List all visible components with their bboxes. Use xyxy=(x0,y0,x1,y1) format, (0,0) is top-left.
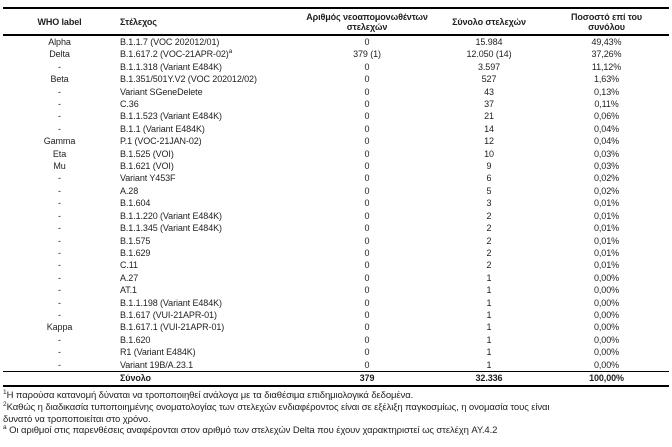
table-row xyxy=(3,110,669,122)
strain-cell xyxy=(116,73,300,85)
footnote-line xyxy=(3,425,669,437)
new-isolates-cell: 0 xyxy=(364,322,370,333)
col-header-total-strains xyxy=(434,8,544,35)
total-strains-cell: 37 xyxy=(484,99,494,110)
new-isolates-cell: 0 xyxy=(364,272,370,283)
strain-name: R1 (Variant E484K) xyxy=(120,347,196,358)
strain-name: B.1.604 xyxy=(120,198,151,209)
table-row xyxy=(3,73,669,85)
col-header-total-strains-text: Σύνολο στελεχών xyxy=(452,16,526,27)
who-label-cell: - xyxy=(58,247,61,258)
percentage-cell: 0,04% xyxy=(593,136,620,147)
table-row xyxy=(3,98,669,110)
percentage-cell: 11,12% xyxy=(591,61,622,72)
total-row xyxy=(3,371,669,386)
percentage-cell: 1,63% xyxy=(593,74,620,85)
total-strains-cell: 15.984 xyxy=(475,37,503,47)
new-isolates-cell: 0 xyxy=(364,111,370,122)
total-strains-cell: 3 xyxy=(486,198,492,209)
strain-cell xyxy=(116,98,300,110)
strain-name: Variant SGeneDelete xyxy=(120,86,203,97)
who-label-cell: - xyxy=(58,198,61,209)
total-strains-cell: 2 xyxy=(486,247,492,258)
total-strains-cell: 1 xyxy=(486,334,492,345)
table-row xyxy=(3,160,669,172)
new-isolates-cell: 0 xyxy=(364,161,370,172)
total-strains-cell: 1 xyxy=(486,359,492,370)
total-empty-cell xyxy=(3,371,116,386)
percentage-cell: 0,02% xyxy=(593,185,620,196)
total-strains-cell: 527 xyxy=(481,74,497,85)
strain-cell xyxy=(116,247,300,259)
strain-name: B.1.621 (VOI) xyxy=(120,161,174,172)
table-row xyxy=(3,284,669,296)
who-label-cell: Alpha xyxy=(48,37,71,47)
col-header-new-isolates xyxy=(300,8,434,35)
col-header-percentage-text: Ποσοστό επί του συνόλου xyxy=(571,11,642,32)
strain-name: Variant Y453F xyxy=(120,173,176,184)
strain-name: A.27 xyxy=(120,272,139,283)
who-label-cell: Gamma xyxy=(43,136,76,147)
who-label-cell: - xyxy=(58,260,61,271)
percentage-cell: 0,00% xyxy=(593,334,620,345)
new-isolates-cell: 0 xyxy=(364,173,370,184)
col-header-strain-text: Στέλεχος xyxy=(120,16,157,27)
percentage-cell: 0,04% xyxy=(593,123,620,134)
footnote-marker: a xyxy=(3,424,7,432)
strain-cell xyxy=(116,210,300,222)
strain-cell xyxy=(116,297,300,309)
who-label-cell: - xyxy=(58,235,61,246)
who-label-cell: - xyxy=(58,272,61,283)
report-page xyxy=(0,7,672,447)
strain-name: B.1.1.345 (Variant E484K) xyxy=(120,223,222,234)
who-label-cell: - xyxy=(58,61,61,72)
footnote-marker: a xyxy=(228,48,233,56)
new-isolates-cell: 0 xyxy=(364,309,370,320)
who-label-cell: - xyxy=(58,111,61,122)
strain-cell xyxy=(116,222,300,234)
table-row xyxy=(3,148,669,160)
table-row xyxy=(3,272,669,284)
col-header-who-label xyxy=(3,8,116,35)
who-label-cell: - xyxy=(58,185,61,196)
strain-cell xyxy=(116,160,300,172)
who-label-cell: Delta xyxy=(49,49,70,60)
total-strains-cell: 12 xyxy=(484,136,494,147)
strain-cell xyxy=(116,197,300,209)
who-label-cell: - xyxy=(58,173,61,184)
table-body xyxy=(3,35,669,371)
total-strains-cell: 1 xyxy=(486,347,492,358)
who-label-cell: - xyxy=(58,99,61,110)
strain-cell xyxy=(116,235,300,247)
total-strains-cell: 2 xyxy=(486,223,492,234)
percentage-cell: 0,06% xyxy=(593,111,620,122)
strain-cell xyxy=(116,359,300,372)
col-header-strain xyxy=(116,8,300,35)
total-strains-cell: 1 xyxy=(486,272,492,283)
table-row xyxy=(3,197,669,209)
strain-cell xyxy=(116,110,300,122)
who-label-cell: Mu xyxy=(53,161,66,172)
new-isolates-cell: 0 xyxy=(364,359,370,370)
table-row xyxy=(3,135,669,147)
total-new-isolates: 379 xyxy=(359,372,375,383)
strain-name: B.1.617.2 (VOC-21APR-02) xyxy=(120,49,229,60)
total-percentage: 100,00% xyxy=(589,372,624,383)
new-isolates-cell: 0 xyxy=(364,99,370,110)
who-label-cell: - xyxy=(58,285,61,296)
table-row xyxy=(3,35,669,48)
percentage-cell: 0,00% xyxy=(593,359,620,370)
who-label-cell: - xyxy=(58,347,61,358)
table-row xyxy=(3,309,669,321)
footnote-text: δυνατό να τροποποιείται στο χρόνο. xyxy=(3,413,151,425)
strain-name: B.1.1.198 (Variant E484K) xyxy=(120,297,222,308)
total-strains-cell: 2 xyxy=(486,260,492,271)
strain-name: B.1.629 xyxy=(120,247,151,258)
who-label-cell: - xyxy=(58,210,61,221)
percentage-cell: 49,43% xyxy=(591,37,622,47)
table-row xyxy=(3,48,669,60)
strain-name: Variant 19B/A.23.1 xyxy=(120,359,194,370)
percentage-cell: 0,01% xyxy=(593,198,620,209)
total-strains: 32.336 xyxy=(475,372,503,383)
who-label-cell: - xyxy=(58,297,61,308)
strain-cell xyxy=(116,346,300,358)
percentage-cell: 0,01% xyxy=(593,223,620,234)
table-row xyxy=(3,346,669,358)
strain-cell xyxy=(116,309,300,321)
strain-cell xyxy=(116,48,300,60)
table-row xyxy=(3,61,669,73)
strain-cell xyxy=(116,321,300,333)
percentage-cell: 0,02% xyxy=(593,173,620,184)
total-strains-cell: 1 xyxy=(486,297,492,308)
strain-name: B.1.620 xyxy=(120,334,151,345)
new-isolates-cell: 0 xyxy=(364,74,370,85)
percentage-cell: 0,01% xyxy=(593,210,620,221)
table-row xyxy=(3,334,669,346)
col-header-who-label-text: WHO label xyxy=(37,16,82,27)
who-label-cell: - xyxy=(58,334,61,345)
total-strains-cell: 6 xyxy=(486,173,492,184)
footnote-text: Η παρούσα κατανομή δύναται να τροποποιηθεί ανάλογα με τα διαθέσιμα επιδημιολογικά δεδομένα. xyxy=(6,390,414,402)
footnote-line xyxy=(3,390,669,402)
total-strains-cell: 9 xyxy=(486,161,492,172)
strain-cell xyxy=(116,61,300,73)
strain-cell xyxy=(116,185,300,197)
strain-name: B.1.1.523 (Variant E484K) xyxy=(120,111,222,122)
who-label-cell: Kappa xyxy=(46,322,73,333)
percentage-cell: 0,01% xyxy=(593,247,620,258)
total-strains-cell: 2 xyxy=(486,235,492,246)
footnote-marker: 2 xyxy=(3,400,7,408)
footnote-line xyxy=(3,414,669,426)
strain-cell xyxy=(116,284,300,296)
new-isolates-cell: 0 xyxy=(364,297,370,308)
strain-name: P.1 (VOC-21JAN-02) xyxy=(120,136,202,147)
total-label: Σύνολο xyxy=(120,372,151,383)
total-strains-cell: 3.597 xyxy=(477,61,501,72)
strain-name: C.11 xyxy=(120,260,138,271)
header-row xyxy=(3,8,669,35)
new-isolates-cell: 0 xyxy=(364,223,370,234)
strain-cell xyxy=(116,123,300,135)
strain-name: AT.1 xyxy=(120,285,137,296)
footnote-text: Οι αριθμοί στις παρενθέσεις αναφέρονται στον αριθμό των στελεχών Delta που έχουν χαρακτηριστεί ως στελέχη AY.4.2 xyxy=(6,425,498,437)
percentage-cell: 0,00% xyxy=(593,322,620,333)
new-isolates-cell: 0 xyxy=(364,210,370,221)
percentage-cell: 0,03% xyxy=(593,161,620,172)
strain-name: B.1.1.318 (Variant E484K) xyxy=(120,61,222,72)
table-row xyxy=(3,222,669,234)
strain-name: C.36 xyxy=(120,99,139,110)
total-strains-cell: 21 xyxy=(484,111,494,122)
new-isolates-cell: 0 xyxy=(364,86,370,97)
table-row xyxy=(3,247,669,259)
strain-cell xyxy=(116,172,300,184)
table-row xyxy=(3,297,669,309)
new-isolates-cell: 0 xyxy=(364,247,370,258)
new-isolates-cell: 0 xyxy=(364,285,370,296)
total-strains-cell: 1 xyxy=(486,309,492,320)
total-strains-cell: 14 xyxy=(484,123,494,134)
col-header-percentage xyxy=(544,8,669,35)
percentage-cell: 37,26% xyxy=(591,49,622,60)
who-label-cell: Beta xyxy=(50,74,69,85)
new-isolates-cell: 0 xyxy=(364,136,370,147)
table-row xyxy=(3,235,669,247)
who-label-cell: - xyxy=(58,359,61,370)
footnotes xyxy=(3,390,669,436)
footnote-line xyxy=(3,402,669,414)
strain-cell xyxy=(116,135,300,147)
table-row xyxy=(3,359,669,372)
col-header-new-isolates-text: Αριθμός νεοαπομονωθέντων στελεχών xyxy=(306,11,428,32)
percentage-cell: 0,00% xyxy=(593,285,620,296)
who-label-cell: Eta xyxy=(52,148,67,159)
strain-cell xyxy=(116,35,300,48)
who-label-cell: - xyxy=(58,86,61,97)
strain-name: B.1.575 xyxy=(120,235,151,246)
new-isolates-cell: 379 (1) xyxy=(353,49,381,60)
table-row xyxy=(3,172,669,184)
who-label-cell: - xyxy=(58,223,61,234)
strain-name: B.1.525 (VOI) xyxy=(120,148,174,159)
new-isolates-cell: 0 xyxy=(364,185,370,196)
total-strains-cell: 1 xyxy=(486,285,492,296)
new-isolates-cell: 0 xyxy=(364,123,370,134)
percentage-cell: 0,13% xyxy=(593,86,620,97)
strain-name: B.1.351/501Y.V2 (VOC 202012/02) xyxy=(120,74,257,85)
new-isolates-cell: 0 xyxy=(364,61,370,72)
table-row xyxy=(3,259,669,271)
footnote-marker: 1 xyxy=(3,389,7,397)
strain-name: B.1.617.1 (VUI-21APR-01) xyxy=(120,322,225,333)
strain-name: B.1.617 (VUI-21APR-01) xyxy=(120,309,217,320)
footnote-text: Καθώς η διαδικασία τυποποιημένης ονοματολογίας των στελεχών ενδιαφέροντος είναι σε εξέλιξη παγκοσμίως, η ονομασία τους είναι xyxy=(6,402,550,414)
new-isolates-cell: 0 xyxy=(364,198,370,209)
percentage-cell: 0,03% xyxy=(593,148,620,159)
strain-name: A.28 xyxy=(120,185,139,196)
percentage-cell: 0,01% xyxy=(593,235,620,246)
percentage-cell: 0,01% xyxy=(593,260,620,271)
table-row xyxy=(3,321,669,333)
strain-cell xyxy=(116,86,300,98)
new-isolates-cell: 0 xyxy=(364,347,370,358)
strain-cell xyxy=(116,272,300,284)
percentage-cell: 0,00% xyxy=(593,309,620,320)
strain-name: B.1.1.220 (Variant E484K) xyxy=(120,210,222,221)
total-strains-cell: 43 xyxy=(484,86,494,97)
total-strains-cell: 2 xyxy=(486,210,492,221)
total-strains-cell: 5 xyxy=(486,185,492,196)
percentage-cell: 0,00% xyxy=(593,272,620,283)
table-row xyxy=(3,210,669,222)
strain-cell xyxy=(116,259,300,271)
percentage-cell: 0,00% xyxy=(593,347,620,358)
new-isolates-cell: 0 xyxy=(364,37,370,47)
who-label-cell: - xyxy=(58,123,61,134)
total-strains-cell: 12.050 (14) xyxy=(466,49,512,60)
strain-name: B.1.1.7 (VOC 202012/01) xyxy=(120,37,220,47)
strain-name: B.1.1 (Variant E484K) xyxy=(120,123,205,134)
strain-cell xyxy=(116,148,300,160)
percentage-cell: 0,00% xyxy=(593,297,620,308)
total-strains-cell: 1 xyxy=(486,322,492,333)
table-row xyxy=(3,123,669,135)
new-isolates-cell: 0 xyxy=(364,334,370,345)
table-row xyxy=(3,86,669,98)
who-label-cell: - xyxy=(58,309,61,320)
strain-cell xyxy=(116,334,300,346)
new-isolates-cell: 0 xyxy=(364,260,370,271)
table-row xyxy=(3,185,669,197)
new-isolates-cell: 0 xyxy=(364,235,370,246)
variants-table xyxy=(3,7,669,387)
total-strains-cell: 10 xyxy=(484,148,494,159)
percentage-cell: 0,11% xyxy=(594,99,619,110)
new-isolates-cell: 0 xyxy=(364,148,370,159)
